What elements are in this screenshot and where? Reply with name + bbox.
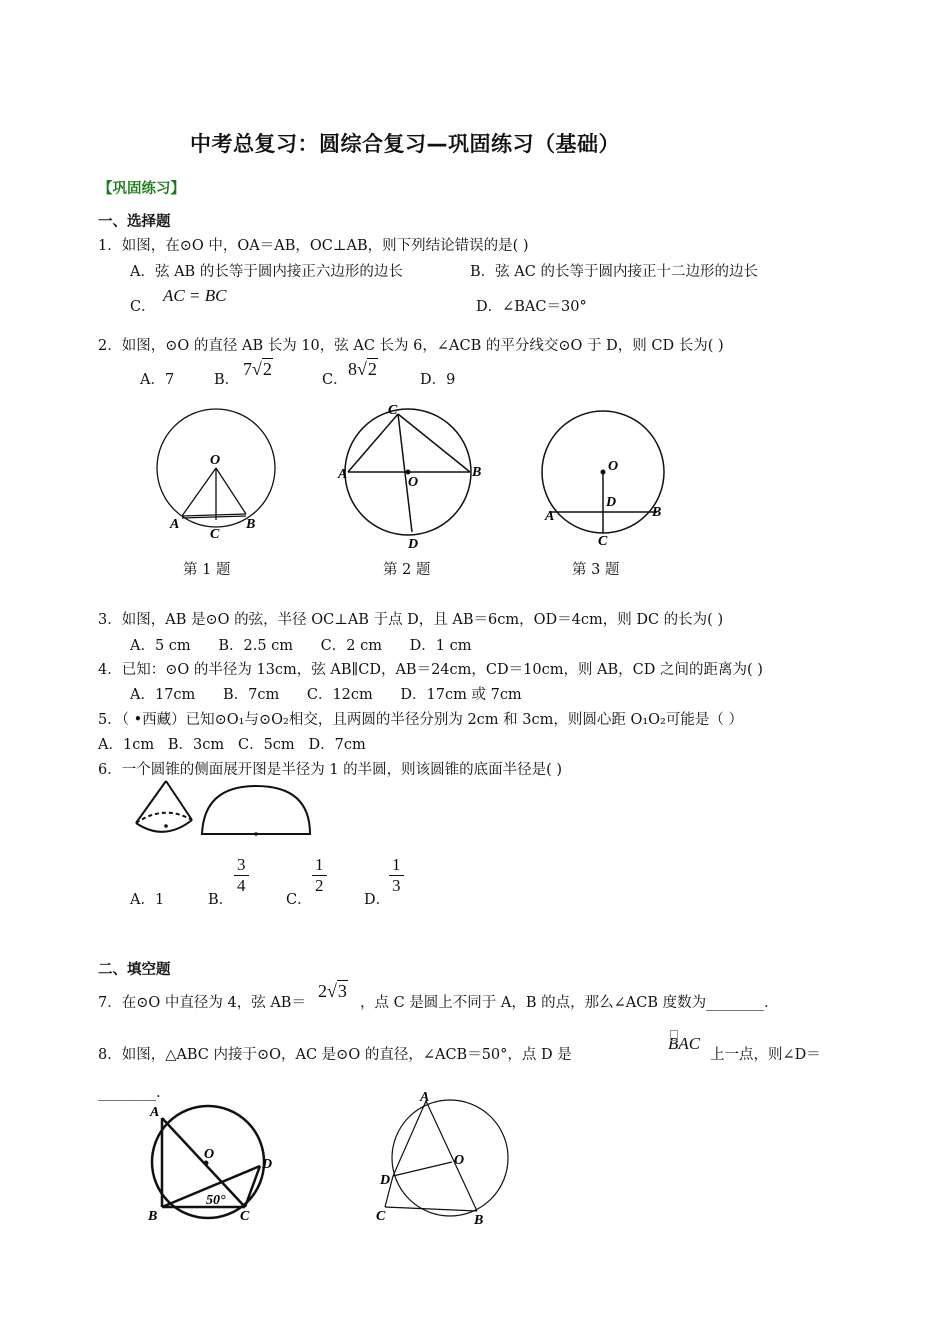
- figure-1: [157, 409, 275, 527]
- fig5-label-a: A: [420, 1090, 430, 1105]
- q5-stem: 5．（ •西藏）已知⊙O₁与⊙O₂相交，且两圆的半径分别为 2cm 和 3cm，则圆心距 O₁O₂可能是（ ）: [98, 712, 743, 728]
- q2-option-d: D．9: [420, 372, 456, 388]
- figures-row-2: [140, 1090, 520, 1233]
- fig4-label-d: D: [262, 1157, 273, 1172]
- fig3-label-a: A: [545, 509, 555, 524]
- fig3-label-c: C: [598, 534, 608, 549]
- fig4-label-c: C: [240, 1209, 250, 1224]
- fig1-label-c: C: [210, 527, 220, 542]
- figure-5: [385, 1100, 508, 1216]
- q2-stem: 2．如图，⊙O 的直径 AB 长为 10，弦 AC 长为 6，∠ACB 的平分线交⊙O 于 D，则 CD 长为( ): [98, 338, 724, 354]
- fig4-label-b: B: [148, 1209, 158, 1224]
- practice-tag: 【巩固练习】: [98, 181, 185, 197]
- q8-text-after: 上一点，则∠D＝: [710, 1047, 821, 1063]
- q8-answer-blank: ________.: [98, 1085, 161, 1101]
- q4-stem: 4．已知：⊙O 的半径为 13cm，弦 AB∥CD，AB＝24cm，CD＝10cm，则 AB，CD 之间的距离为( ): [98, 662, 763, 678]
- q6-option-a: A．1: [130, 892, 165, 908]
- fig5-label-d: D: [380, 1173, 391, 1188]
- q1-option-d: D．∠BAC＝30°: [476, 299, 587, 315]
- section-choice-heading: 一、选择题: [98, 214, 171, 230]
- fig2-center-dot: [406, 470, 411, 475]
- q3-options: A．5 cm B．2.5 cm C．2 cm D．1 cm: [130, 638, 472, 654]
- q2-option-b-formula: 7√2: [243, 359, 272, 379]
- q6-stem: 6．一个圆锥的侧面展开图是半径为 1 的半圆，则该圆锥的底面半径是( ): [98, 762, 563, 778]
- fig4-angle-label: 50°: [206, 1193, 226, 1208]
- page-title: 中考总复习：圆综合复习—巩固练习（基础）: [190, 132, 620, 156]
- q8-arc-formula: BAC: [668, 1034, 701, 1053]
- q7-text-after: ，点 C 是圆上不同于 A，B 的点，那么∠ACB 度数为________．: [360, 995, 779, 1011]
- q8-text-before: 8．如图，△ABC 内接于⊙O，AC 是⊙O 的直径，∠ACB＝50°，点 D 是: [98, 1047, 572, 1063]
- fig3-label-o: O: [608, 459, 619, 474]
- caption-fig2: 第 2 题: [383, 562, 431, 578]
- q2-option-a: A．7: [140, 372, 175, 388]
- fig2-label-d: D: [408, 537, 419, 552]
- q1-option-c-formula: AC = BC: [163, 286, 227, 305]
- fig1-label-a: A: [170, 517, 180, 532]
- fig4-label-a: A: [150, 1105, 160, 1120]
- q1-option-a: A．弦 AB 的长等于圆内接正六边形的边长: [130, 264, 403, 280]
- fig2-label-b: B: [472, 465, 482, 480]
- q2-option-c-label: C．: [322, 372, 348, 388]
- q4-options: A．17cm B．7cm C．12cm D．17cm 或 7cm: [130, 687, 522, 703]
- figures-row-1: [140, 400, 660, 550]
- q6-option-b-fraction: $\frac{3}{4}$: [234, 855, 249, 895]
- q1-option-b: B．弦 AC 的长等于圆内接正十二边形的边长: [470, 264, 758, 280]
- q6-option-d-label: D．: [364, 892, 391, 908]
- q6-option-c-fraction: $\frac{1}{2}$: [312, 855, 327, 895]
- fig1-label-o: O: [210, 453, 221, 468]
- q5-options: A．1cm B．3cm C．5cm D．7cm: [98, 737, 366, 753]
- fig2-label-a: A: [338, 467, 348, 482]
- fig5-label-b: B: [474, 1213, 484, 1228]
- fig2-label-c: C: [388, 403, 398, 418]
- fig5-label-o: O: [454, 1153, 465, 1168]
- fig2-label-o: O: [408, 475, 419, 490]
- q1-stem: 1．如图，在⊙O 中，OA＝AB，OC⊥AB，则下列结论错误的是( ): [98, 238, 529, 254]
- q3-stem: 3．如图，AB 是⊙O 的弦，半径 OC⊥AB 于点 D，且 AB＝6cm，OD＝4cm，则 DC 的长为( ): [98, 612, 724, 628]
- fig3-label-d: D: [606, 495, 617, 510]
- q6-option-c-label: C．: [286, 892, 312, 908]
- q6-option-b-label: B．: [208, 892, 234, 908]
- q6-option-d-fraction: $\frac{1}{3}$: [389, 855, 404, 895]
- fig5-label-c: C: [376, 1209, 386, 1224]
- q2-option-b-label: B．: [214, 372, 240, 388]
- caption-fig1: 第 1 题: [183, 562, 231, 578]
- section-fill-heading: 二、填空题: [98, 962, 171, 978]
- q7-formula: 2√3: [318, 981, 347, 1001]
- figure-cone: [128, 778, 318, 840]
- fig3-label-b: B: [652, 505, 662, 520]
- caption-fig3: 第 3 题: [572, 562, 620, 578]
- q7-text-before: 7．在⊙O 中直径为 4，弦 AB＝: [98, 995, 306, 1011]
- fig1-label-b: B: [246, 517, 256, 532]
- q2-option-c-formula: 8√2: [348, 359, 377, 379]
- fig4-label-o: O: [204, 1147, 215, 1162]
- q1-option-c-label: C．: [130, 299, 156, 315]
- fig3-center-dot: [601, 470, 606, 475]
